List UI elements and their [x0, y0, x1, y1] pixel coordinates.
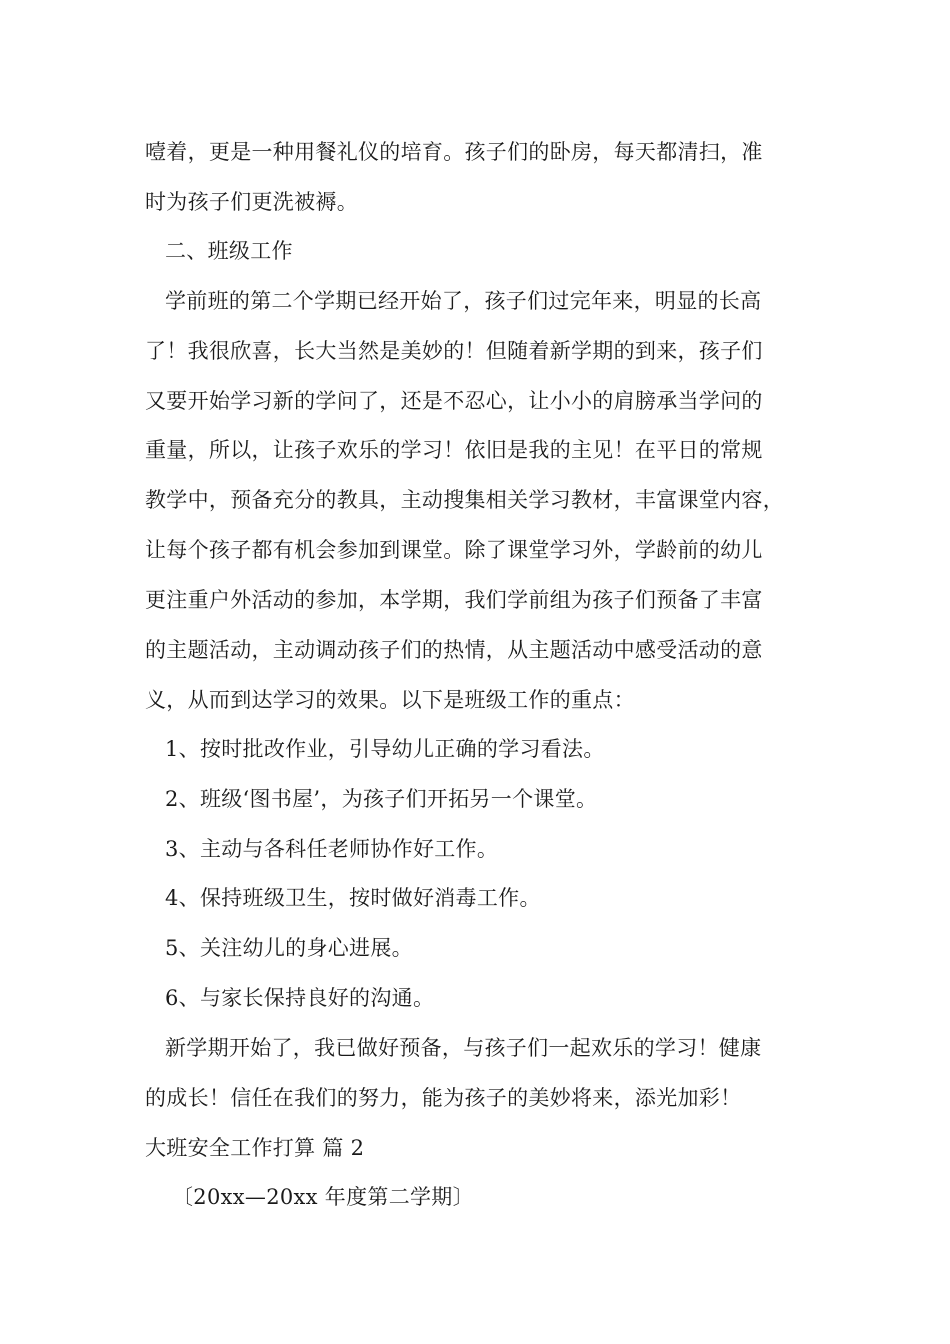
paragraph-line: 的主题活动，主动调动孩子们的热情，从主题活动中感受活动的意: [145, 638, 763, 662]
paragraph-line: 了！我很欣喜，长大当然是美妙的！但随着新学期的到来，孩子们: [145, 339, 763, 363]
document-heading: 大班安全工作打算 篇 2: [145, 1136, 365, 1160]
paragraph-line: 新学期开始了，我已做好预备，与孩子们一起欢乐的学习！健康: [165, 1036, 762, 1060]
paragraph-line: 更注重户外活动的参加，本学期，我们学前组为孩子们预备了丰富: [145, 588, 763, 612]
term-subtitle: 〔20xx—20xx 年度第二学期〕: [172, 1185, 474, 1209]
paragraph-line: 时为孩子们更洗被褥。: [145, 190, 358, 214]
section-heading: 二、班级工作: [165, 239, 293, 263]
paragraph-line: 噎着，更是一种用餐礼仪的培育。孩子们的卧房，每天都清扫，准: [145, 140, 763, 164]
paragraph-line: 又要开始学习新的学问了，还是不忍心，让小小的肩膀承当学问的: [145, 389, 763, 413]
list-item: 5、关注幼儿的身心进展。: [165, 936, 413, 960]
paragraph-line: 学前班的第二个学期已经开始了，孩子们过完年来，明显的长高: [165, 289, 762, 313]
list-item: 6、与家长保持良好的沟通。: [165, 986, 435, 1010]
paragraph-line: 的成长！信任在我们的努力，能为孩子的美妙将来，添光加彩！: [145, 1086, 742, 1110]
paragraph-line: 重量，所以，让孩子欢乐的学习！依旧是我的主见！在平日的常规: [145, 438, 763, 462]
list-item: 3、主动与各科任老师协作好工作。: [165, 837, 499, 861]
paragraph-line: 让每个孩子都有机会参加到课堂。除了课堂学习外，学龄前的幼儿: [145, 538, 763, 562]
list-item: 2、班级‘图书屋’，为孩子们开拓另一个课堂。: [165, 787, 598, 811]
paragraph-line: 义，从而到达学习的效果。以下是班级工作的重点：: [145, 688, 635, 712]
list-item: 4、保持班级卫生，按时做好消毒工作。: [165, 886, 541, 910]
paragraph-line: 教学中，预备充分的教具，主动搜集相关学习教材，丰富课堂内容，: [145, 488, 784, 512]
list-item: 1、按时批改作业，引导幼儿正确的学习看法。: [165, 737, 605, 761]
